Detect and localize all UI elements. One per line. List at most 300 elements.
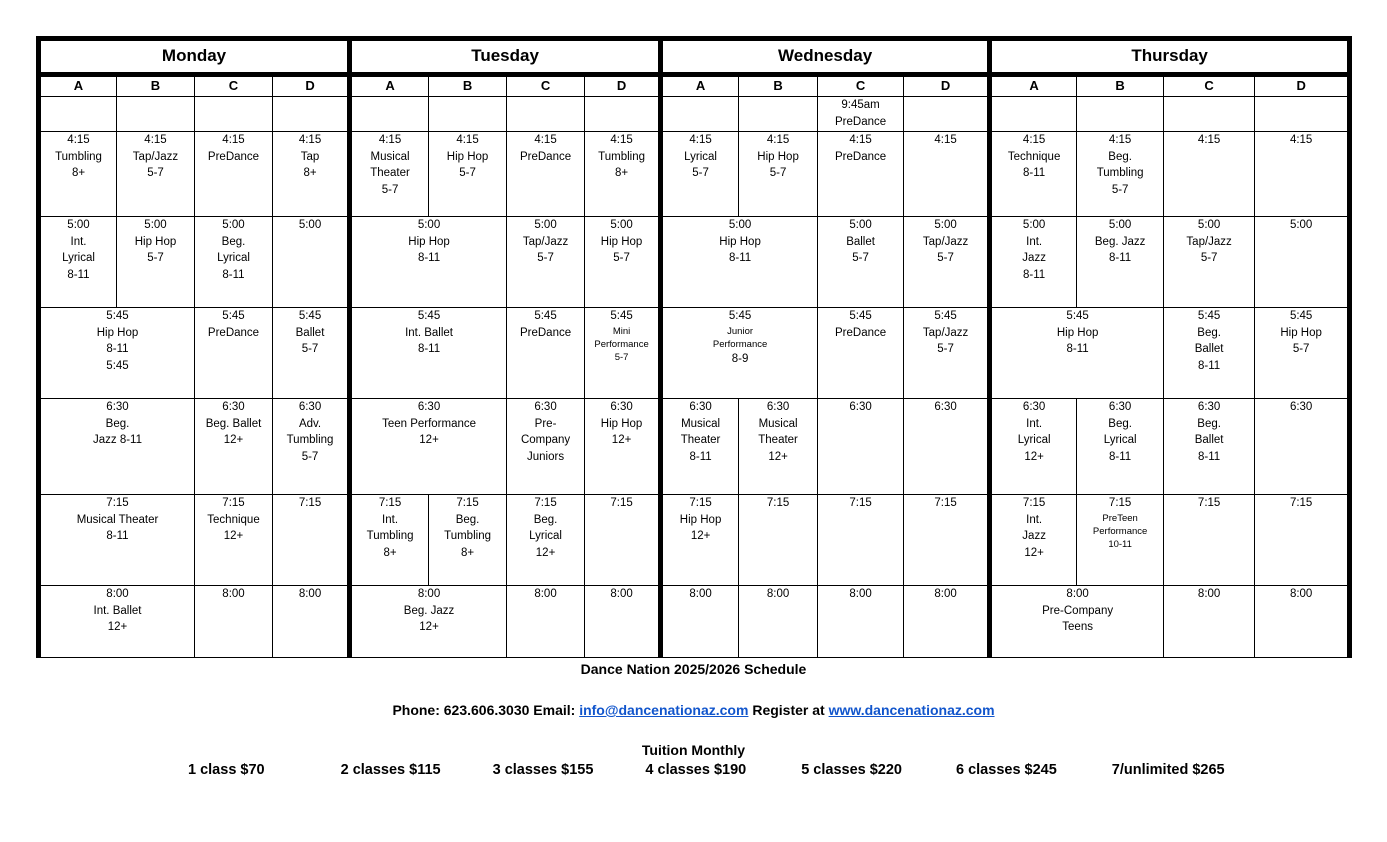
class-detail: 5-7 (301, 343, 319, 355)
class-detail: 5-7 (937, 252, 954, 264)
class-cell (739, 97, 818, 132)
class-detail: 8-11 (1023, 268, 1046, 281)
class-detail: Beg. Ballet (205, 417, 262, 430)
class-detail: Tap (300, 150, 320, 163)
class-detail: Performance (594, 338, 649, 350)
class-cell (1164, 97, 1255, 132)
column-letter: A (39, 75, 117, 97)
class-detail: Beg. (533, 513, 558, 526)
class-detail: Lyrical (1103, 434, 1137, 446)
class-time: 7:15 (106, 497, 129, 509)
class-cell (1255, 97, 1350, 132)
class-time: 5:00 (728, 219, 752, 231)
class-cell (273, 217, 350, 308)
class-time: 6:30 (106, 401, 129, 413)
class-detail: PreDance (835, 326, 887, 339)
class-cell (39, 495, 195, 586)
class-time: 5:00 (417, 219, 441, 231)
class-cell (661, 217, 818, 308)
class-detail: Int. (70, 235, 87, 248)
class-detail: Hip Hop (446, 150, 489, 163)
class-detail: Tumbling (1096, 167, 1144, 179)
class-time: 6:30 (1289, 401, 1313, 413)
class-detail: 8-11 (106, 343, 129, 355)
class-detail: Int. Ballet (405, 326, 454, 339)
class-cell (507, 217, 585, 308)
class-detail: 8-9 (731, 352, 749, 365)
class-detail: Tap/Jazz (922, 235, 969, 248)
class-time: 8:00 (1066, 588, 1089, 600)
website-link[interactable]: www.dancenationaz.com (828, 702, 995, 718)
class-time: 6:30 (417, 401, 441, 413)
column-letter: B (429, 75, 507, 97)
class-detail: Teen Performance (382, 417, 477, 430)
class-time: 6:30 (1022, 401, 1046, 413)
class-cell (818, 132, 904, 217)
day-header-thursday: Thursday (990, 39, 1350, 75)
class-detail: Ballet (1194, 434, 1224, 446)
class-cell (117, 132, 195, 217)
class-detail: Pre-Company (1042, 604, 1114, 617)
class-cell (818, 308, 904, 399)
class-detail: Musical (758, 417, 798, 430)
class-detail: 5-7 (1111, 183, 1129, 196)
class-cell (990, 586, 1164, 658)
class-time: 7:15 (934, 497, 957, 509)
class-cell (818, 217, 904, 308)
column-letter: B (117, 75, 195, 97)
class-cell (117, 217, 195, 308)
class-detail: Hip Hop (1056, 326, 1099, 339)
class-detail: Theater (370, 167, 410, 179)
class-cell (739, 495, 818, 586)
class-detail: Int. (1026, 417, 1043, 430)
class-time: 5:45 (849, 310, 872, 322)
tuition-title: Tuition Monthly (641, 742, 746, 758)
class-detail: Musical Theater (76, 513, 159, 526)
class-cell (350, 399, 507, 495)
class-detail: 5:45 (106, 359, 129, 372)
class-detail: Beg. Jazz (403, 604, 455, 617)
column-letter: C (818, 75, 904, 97)
column-letter: D (585, 75, 661, 97)
class-detail: Jazz 8-11 (92, 434, 142, 446)
class-cell (1255, 586, 1350, 658)
class-time: 4:15 (534, 134, 557, 146)
class-detail: Junior (727, 325, 754, 337)
column-letter: B (1077, 75, 1164, 97)
class-detail: 8-11 (417, 343, 441, 355)
tuition-item: 5 classes $220 (801, 762, 902, 778)
class-detail: 8-11 (1198, 359, 1221, 372)
class-time: 7:15 (766, 497, 790, 509)
class-cell (39, 132, 117, 217)
class-detail: Company (520, 434, 571, 446)
class-time: 5:00 (222, 219, 245, 231)
class-cell (904, 399, 990, 495)
class-detail: Beg. (1108, 150, 1132, 163)
class-cell (1164, 399, 1255, 495)
class-cell (350, 217, 507, 308)
class-cell (739, 586, 818, 658)
class-cell (350, 586, 507, 658)
time-slot-row (39, 217, 1350, 308)
class-cell (350, 495, 429, 586)
class-cell (990, 399, 1077, 495)
class-detail: Lyrical (62, 252, 95, 264)
column-letter: C (195, 75, 273, 97)
class-cell (904, 217, 990, 308)
class-detail: 8+ (615, 167, 629, 179)
class-time: 8:00 (222, 588, 245, 600)
class-time: 4:15 (1289, 134, 1313, 146)
class-cell (1255, 217, 1350, 308)
class-cell (1164, 495, 1255, 586)
schedule-title: Dance Nation 2025/2026 Schedule (580, 661, 807, 677)
class-detail: 12+ (768, 450, 788, 463)
class-detail: 5-7 (381, 183, 399, 196)
column-letter: B (739, 75, 818, 97)
class-time: 5:45 (222, 310, 245, 322)
tuition-item: 1 class $70 (188, 762, 265, 778)
class-time: 5:45 (534, 310, 557, 322)
contact-line (0, 702, 1387, 718)
class-detail: 8-11 (689, 450, 712, 463)
class-detail: Lyrical (217, 252, 250, 264)
class-detail: Int. (1026, 513, 1043, 526)
class-time: 6:30 (1108, 401, 1132, 413)
class-detail: Tumbling (366, 530, 414, 542)
class-detail: Jazz (1022, 252, 1046, 264)
class-detail: Pre- (534, 417, 557, 430)
class-cell (429, 132, 507, 217)
class-cell (585, 399, 661, 495)
class-cell (507, 132, 585, 217)
class-time: 5:00 (849, 219, 872, 231)
class-detail: 5-7 (147, 252, 164, 264)
class-detail: Beg. (1197, 326, 1221, 339)
class-time: 4:15 (378, 134, 402, 146)
schedule-table (36, 36, 1352, 658)
class-time: 5:45 (728, 310, 752, 322)
class-cell (507, 399, 585, 495)
class-detail: Tap/Jazz (1186, 235, 1232, 248)
class-cell (1077, 97, 1164, 132)
class-detail: 8-11 (1023, 167, 1046, 179)
class-cell (585, 586, 661, 658)
class-time: 8:00 (1289, 588, 1313, 600)
time-slot-row (39, 586, 1350, 658)
class-time: 5:00 (610, 219, 633, 231)
class-detail: PreTeen (1102, 512, 1138, 524)
class-detail: Hip Hop (1280, 326, 1322, 339)
class-detail: 5-7 (1292, 343, 1310, 355)
class-detail: Beg. (455, 513, 480, 526)
class-cell (350, 132, 429, 217)
class-time: 4:15 (1022, 134, 1046, 146)
class-time: 4:15 (1197, 134, 1221, 146)
class-detail: Ballet (846, 235, 875, 248)
class-cell (39, 399, 195, 495)
class-detail: 5-7 (1200, 252, 1218, 264)
class-cell (1255, 495, 1350, 586)
class-detail: Beg. Jazz (1094, 235, 1146, 248)
class-detail: Ballet (1194, 343, 1224, 355)
class-time: 7:15 (534, 497, 557, 509)
class-time: 7:15 (689, 497, 712, 509)
class-detail: Hip Hop (679, 513, 722, 526)
phone-label: Phone: 623.606.3030 Email: (392, 702, 580, 718)
class-detail: 5-7 (301, 450, 319, 463)
class-detail: Int. Ballet (93, 604, 142, 617)
class-time: 5:00 (934, 219, 957, 231)
class-time: 7:15 (1289, 497, 1313, 509)
class-cell (195, 399, 273, 495)
class-detail: 5-7 (459, 167, 476, 179)
class-cell (273, 97, 350, 132)
class-time: 5:45 (417, 310, 441, 322)
class-cell (585, 308, 661, 399)
class-cell (195, 586, 273, 658)
class-time: 5:00 (1197, 219, 1221, 231)
class-detail: 8-11 (728, 252, 752, 264)
class-detail: 8+ (71, 167, 86, 179)
class-detail: Teens (1062, 621, 1093, 633)
class-time: 8:00 (534, 588, 557, 600)
email-link[interactable]: info@dancenationaz.com (579, 702, 749, 718)
class-detail: 5-7 (613, 252, 630, 264)
class-detail: Theater (680, 434, 721, 446)
class-detail: 8-11 (1109, 252, 1132, 264)
class-time: 5:45 (1197, 310, 1221, 322)
class-time: 6:30 (534, 401, 557, 413)
class-cell (1077, 132, 1164, 217)
class-detail: PreDance (835, 150, 887, 163)
class-detail: Beg. (1108, 417, 1132, 430)
class-time: 5:45 (298, 310, 322, 322)
class-detail: Performance (712, 338, 768, 350)
column-letter: C (1164, 75, 1255, 97)
class-time: 5:45 (934, 310, 957, 322)
tuition-item: 6 classes $245 (956, 762, 1057, 778)
class-cell (1077, 217, 1164, 308)
class-time: 6:30 (298, 401, 322, 413)
class-detail: 8+ (303, 167, 317, 179)
class-cell (195, 97, 273, 132)
class-detail: Tumbling (286, 434, 334, 446)
class-detail: 8-11 (222, 268, 245, 281)
class-time: 4:15 (1108, 134, 1132, 146)
class-time: 4:15 (766, 134, 790, 146)
class-detail: 5-7 (937, 343, 954, 355)
class-cell (273, 399, 350, 495)
class-cell (904, 495, 990, 586)
class-detail: PreDance (519, 150, 572, 163)
class-cell (818, 399, 904, 495)
column-letter: A (661, 75, 739, 97)
class-time: 4:15 (934, 134, 957, 146)
class-cell (1077, 495, 1164, 586)
class-cell (39, 97, 117, 132)
class-time: 6:30 (1197, 401, 1221, 413)
class-time: 5:45 (1066, 310, 1089, 322)
class-detail: Technique (1007, 150, 1061, 163)
class-detail: PreDance (519, 326, 572, 339)
class-cell (585, 495, 661, 586)
class-detail: 10-11 (1108, 538, 1132, 550)
column-letter: A (350, 75, 429, 97)
class-detail: Beg. (1197, 417, 1221, 430)
class-cell (585, 217, 661, 308)
class-cell (739, 399, 818, 495)
class-cell (273, 132, 350, 217)
class-time: 7:15 (378, 497, 402, 509)
class-detail: 5-7 (614, 351, 629, 363)
class-detail: Int. (382, 513, 399, 526)
time-slot-row (39, 132, 1350, 217)
class-cell (429, 495, 507, 586)
class-detail: Adv. (298, 417, 322, 430)
class-cell (990, 132, 1077, 217)
class-detail: Tumbling (598, 150, 645, 163)
class-time: 8:00 (106, 588, 129, 600)
class-time: 5:00 (298, 219, 322, 231)
class-cell (1255, 308, 1350, 399)
class-time: 7:15 (1197, 497, 1221, 509)
class-cell (904, 308, 990, 399)
class-detail: 8+ (383, 546, 397, 559)
day-header-wednesday: Wednesday (661, 39, 990, 75)
class-detail: 8+ (460, 546, 475, 559)
class-detail: Hip Hop (134, 235, 177, 248)
class-cell (1164, 217, 1255, 308)
class-cell (1255, 399, 1350, 495)
class-cell (661, 495, 739, 586)
column-letter-row (39, 75, 1350, 97)
column-letter: D (1255, 75, 1350, 97)
class-time: 5:00 (1289, 219, 1313, 231)
class-time: 8:00 (1197, 588, 1221, 600)
class-detail: 5-7 (147, 167, 164, 179)
class-detail: 8-11 (106, 530, 129, 542)
class-cell (195, 132, 273, 217)
class-cell (1164, 132, 1255, 217)
class-cell (990, 217, 1077, 308)
class-time: 6:30 (222, 401, 245, 413)
class-detail: 12+ (107, 621, 128, 633)
class-time: 8:00 (934, 588, 957, 600)
time-slot-row (39, 97, 1350, 132)
class-detail: Technique (207, 513, 260, 526)
class-detail: Mini (612, 325, 631, 337)
class-detail: Hip Hop (719, 235, 761, 248)
class-detail: Hip Hop (757, 150, 799, 163)
class-cell (585, 132, 661, 217)
class-detail: 8-11 (1198, 450, 1221, 463)
class-time: 6:30 (934, 401, 957, 413)
time-slot-row (39, 308, 1350, 399)
class-detail: Hip Hop (600, 417, 643, 430)
class-time: 9:45am (841, 99, 880, 111)
time-slot-row (39, 399, 1350, 495)
class-detail: Lyrical (1017, 434, 1051, 446)
class-time: 8:00 (610, 588, 633, 600)
class-time: 7:15 (1022, 497, 1046, 509)
class-detail: 12+ (535, 546, 556, 559)
class-detail: PreDance (835, 115, 887, 128)
column-letter: C (507, 75, 585, 97)
class-cell (990, 97, 1077, 132)
tuition-list (160, 762, 1240, 778)
class-time: 4:15 (849, 134, 872, 146)
class-cell (507, 586, 585, 658)
time-slot-row (39, 495, 1350, 586)
register-label: Register at (748, 702, 829, 718)
column-letter: A (990, 75, 1077, 97)
class-detail: 5-7 (692, 167, 709, 179)
class-detail: Tumbling (444, 530, 491, 542)
class-detail: Theater (758, 434, 798, 446)
class-detail: Tumbling (55, 150, 102, 163)
class-time: 8:00 (298, 588, 322, 600)
class-time: 4:15 (222, 134, 245, 146)
class-detail: Performance (1092, 525, 1148, 537)
class-cell (429, 97, 507, 132)
class-detail: Jazz (1022, 530, 1046, 542)
day-header-row (39, 39, 1350, 75)
class-detail: Hip Hop (408, 235, 450, 248)
class-detail: Ballet (295, 326, 325, 339)
class-cell (507, 495, 585, 586)
class-detail: Musical (370, 150, 410, 163)
class-time: 8:00 (689, 588, 712, 600)
class-time: 6:30 (689, 401, 712, 413)
class-time: 4:15 (689, 134, 712, 146)
class-detail: Beg. (105, 417, 130, 430)
class-time: 4:15 (144, 134, 167, 146)
class-cell (1255, 132, 1350, 217)
class-cell (818, 97, 904, 132)
class-time: 6:30 (766, 401, 790, 413)
class-detail: 12+ (611, 434, 632, 446)
class-time: 5:00 (144, 219, 167, 231)
class-cell (661, 308, 818, 399)
class-cell (507, 97, 585, 132)
class-time: 4:15 (67, 134, 90, 146)
class-cell (904, 586, 990, 658)
class-cell (1077, 399, 1164, 495)
class-detail: 12+ (419, 621, 439, 633)
class-cell (818, 586, 904, 658)
class-detail: Hip Hop (600, 235, 643, 248)
class-cell (273, 586, 350, 658)
class-cell (350, 308, 507, 399)
column-letter: D (904, 75, 990, 97)
class-cell (990, 495, 1077, 586)
class-cell (661, 97, 739, 132)
class-cell (195, 308, 273, 399)
class-cell (39, 217, 117, 308)
class-detail: 5-7 (769, 167, 787, 179)
tuition-item: 4 classes $190 (645, 762, 747, 778)
class-time: 5:45 (1289, 310, 1313, 322)
class-cell (39, 586, 195, 658)
class-time: 5:45 (106, 310, 129, 322)
class-time: 4:15 (298, 134, 322, 146)
class-cell (585, 97, 661, 132)
class-time: 7:15 (298, 497, 322, 509)
class-detail: 12+ (223, 530, 244, 542)
